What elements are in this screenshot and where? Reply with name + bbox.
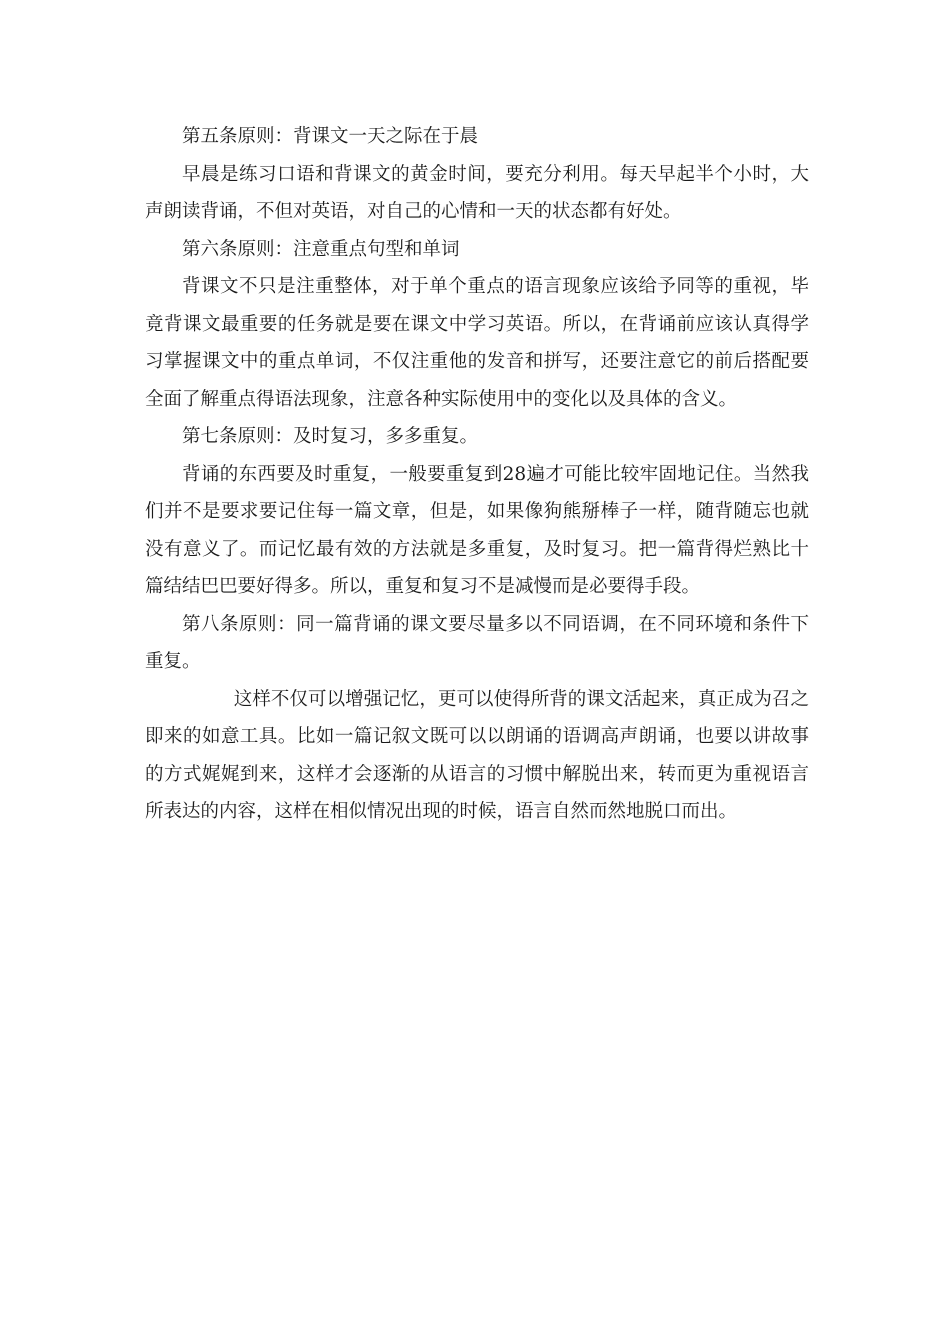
principle-6-body: 背课文不只是注重整体，对于单个重点的语言现象应该给予同等的重视，毕竟背课文最重要的任务就是要在课文中学习英语。所以，在背诵前应该认真得学习掌握课文中的重点单词，不仅注重他的发音和拼写，还要注意它的前后搭配要全面了解重点得语法现象，注意各种实际使用中的变化以及具体的含义。 bbox=[145, 276, 809, 410]
principle-5-heading: 第五条原则：背课文一天之际在于晨 bbox=[182, 126, 479, 147]
principle-6-heading: 第六条原则：注意重点句型和单词 bbox=[182, 238, 460, 260]
principle-8-heading: 第八条原则：同一篇背诵的课文要尽量多以不同语调，在不同环境和条件下重复。 bbox=[145, 613, 809, 672]
document-body bbox=[145, 118, 809, 831]
principle-7-body: 背诵的东西要及时重复，一般要重复到28遍才可能比较牢固地记住。当然我们并不是要求要记住每一篇文章，但是，如果像狗熊掰棒子一样，随背随忘也就没有意义了。而记忆最有效的方法就是多重复，及时复习。把一篇背得烂熟比十篇结结巴巴要好得多。所以，重复和复习不是减慢而是必要得手段。 bbox=[145, 463, 809, 597]
principle-7-heading: 第七条原则：及时复习，多多重复。 bbox=[182, 426, 479, 447]
principle-5-body: 早晨是练习口语和背课文的黄金时间，要充分利用。每天早起半个小时，大声朗读背诵，不但对英语，对自己的心情和一天的状态都有好处。 bbox=[145, 163, 809, 222]
principle-8-body: 这样不仅可以增强记忆，更可以使得所背的课文活起来，真正成为召之即来的如意工具。比如一篇记叙文既可以以朗诵的语调高声朗诵，也要以讲故事的方式娓娓到来，这样才会逐渐的从语言的习惯中解脱出来，转而更为重视语言所表达的内容，这样在相似情况出现的时候，语言自然而然地脱口而出。 bbox=[145, 688, 809, 822]
